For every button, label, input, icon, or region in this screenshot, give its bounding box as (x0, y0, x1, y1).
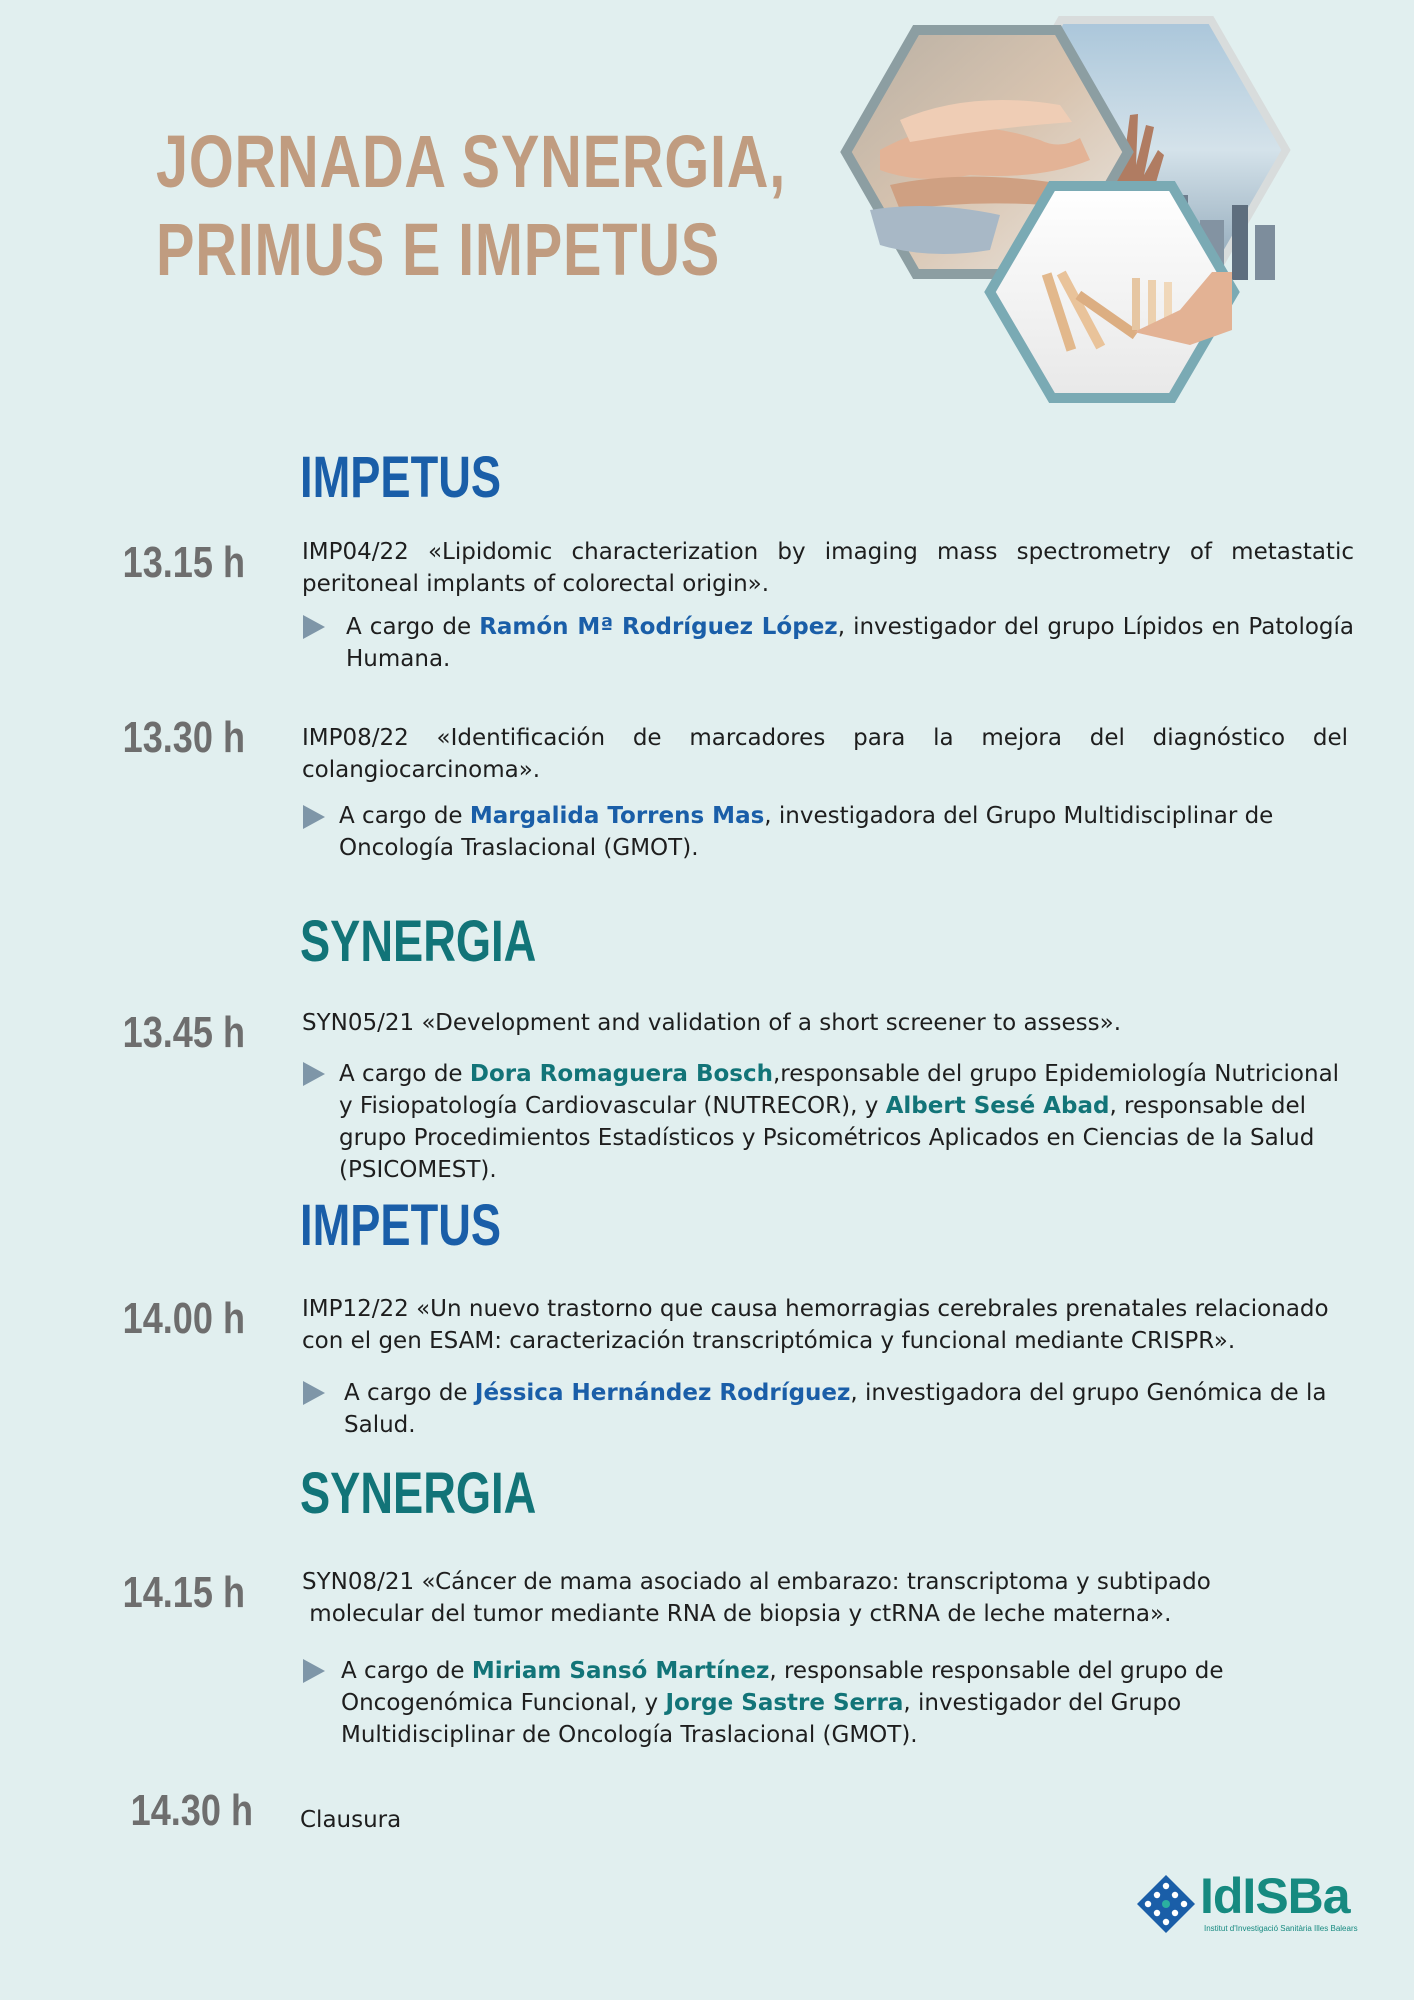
idisba-logo (1136, 1868, 1366, 1942)
idisba-logo-mark-icon (1136, 1874, 1196, 1934)
talk-title: IMP12/22 «Un nuevo trastorno que causa hemorragias cerebrales prenatales relacionado con el gen ESAM: caracterización transcriptómica y funcional mediante CRISPR». (302, 1296, 1329, 1354)
bullet-arrow-icon (303, 1381, 325, 1405)
talk-title: SYN05/21 «Development and validation of a short screener to assess». (302, 1010, 1122, 1036)
bullet-arrow-icon (303, 1659, 325, 1683)
time-label: 14.00 h (122, 1294, 245, 1343)
speaker-name: Dora Romaguera Bosch (469, 1061, 773, 1087)
speaker-prefix: A cargo de (339, 803, 470, 829)
speaker-name: Albert Sesé Abad (885, 1093, 1110, 1119)
bullet-arrow-icon (303, 615, 325, 639)
time-label: 13.30 h (122, 713, 245, 762)
speaker-info (341, 1655, 1354, 1751)
speaker-info (344, 1377, 1354, 1441)
speaker-prefix: A cargo de (344, 1380, 475, 1406)
talk-title: IMP08/22 «Identificación de marcadores para la mejora del diagnóstico del colangiocarcinoma». (302, 725, 1348, 783)
speaker-info (346, 611, 1354, 675)
speaker-name: Ramón Mª Rodríguez López (479, 614, 838, 640)
speaker-prefix: A cargo de (341, 1658, 472, 1684)
speaker-info (339, 1058, 1354, 1186)
hexagon-photo-collage (840, 10, 1414, 420)
speaker-name: Margalida Torrens Mas (469, 803, 765, 829)
speaker-role: ,responsable del grupo Epidemiología Nutricional y Fisiopatología Cardiovascular (NUTRECOR), y (339, 1061, 1340, 1119)
speaker-role: , investigadora del Grupo Multidisciplinar de Oncología Traslacional (GMOT). (339, 803, 1274, 861)
talk-title: Clausura (300, 1807, 402, 1833)
speaker-name: Jéssica Hernández Rodríguez (474, 1380, 851, 1406)
speaker-role: , investigadora del grupo Genómica de la Salud. (344, 1380, 1327, 1438)
talk-title: IMP04/22 «Lipidomic characterization by imaging mass spectrometry of metastatic peritoneal implants of colorectal origin». (302, 539, 1354, 597)
talk-title (302, 1566, 1354, 1630)
logo-name: IdISBa (1200, 1868, 1350, 1924)
title-line-2: PRIMUS E IMPETUS (156, 208, 721, 291)
speaker-prefix: A cargo de (339, 1061, 470, 1087)
speaker-role: , responsable del grupo Procedimientos Estadísticos y Psicométricos Aplicados en Ciencias de la Salud (PSICOMEST). (339, 1093, 1315, 1183)
speaker-info (339, 800, 1354, 864)
time-label: 14.15 h (122, 1568, 245, 1617)
talk-title-line: molecular del tumor mediante RNA de biopsia y ctRNA de leche materna». (302, 1601, 1172, 1627)
speaker-role: , responsable responsable del grupo de Oncogenómica Funcional, y (341, 1658, 1224, 1716)
page-title (156, 118, 787, 294)
section-heading-synergia: SYNERGIA (300, 909, 537, 974)
speaker-role: , investigador del grupo Lípidos en Patología Humana. (346, 614, 1354, 672)
bullet-arrow-icon (303, 1062, 325, 1086)
speaker-role: , investigador del Grupo Multidisciplinar de Oncología Traslacional (GMOT). (341, 1690, 1182, 1748)
speaker-name: Miriam Sansó Martínez (471, 1658, 770, 1684)
logo-subtitle: Institut d'Investigació Sanitària Illes Balears (1204, 1924, 1358, 1933)
section-heading-impetus: IMPETUS (300, 445, 502, 510)
time-label: 13.45 h (122, 1008, 245, 1057)
time-label: 14.30 h (130, 1786, 253, 1835)
speaker-prefix: A cargo de (346, 614, 480, 640)
bullet-arrow-icon (303, 805, 325, 829)
section-heading-impetus: IMPETUS (300, 1193, 502, 1258)
section-heading-synergia: SYNERGIA (300, 1461, 537, 1526)
talk-title-line: SYN08/21 «Cáncer de mama asociado al embarazo: transcriptoma y subtipado (302, 1569, 1211, 1595)
time-label: 13.15 h (122, 538, 245, 587)
speaker-name: Jorge Sastre Serra (665, 1690, 904, 1716)
title-line-1: JORNADA SYNERGIA, (156, 120, 787, 203)
